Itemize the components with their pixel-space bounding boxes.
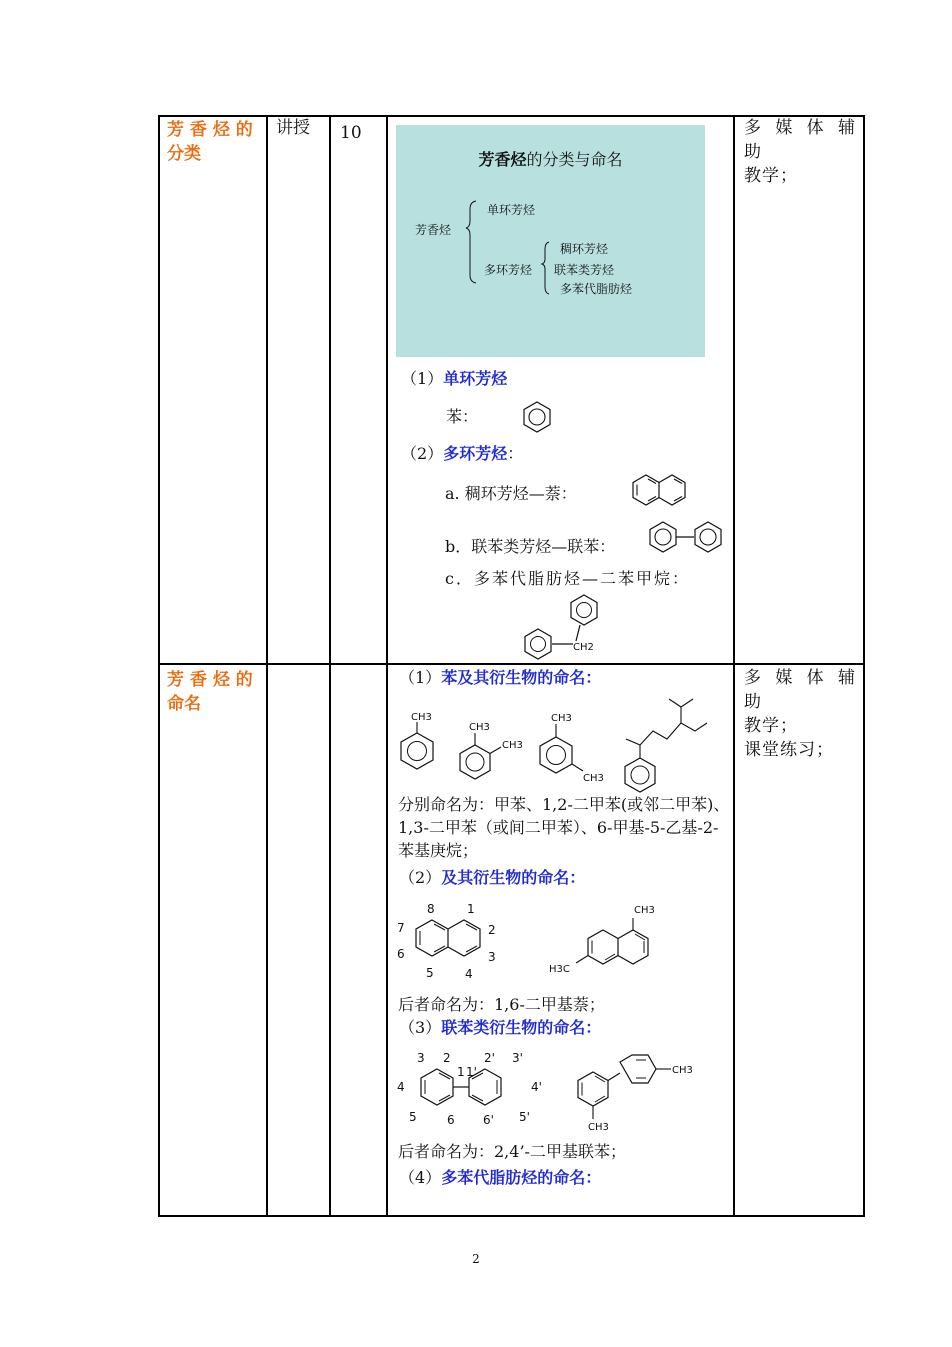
position-number: 5' <box>519 1110 530 1124</box>
h3c-label: H3C <box>549 964 570 975</box>
table-border <box>863 115 865 1217</box>
column-divider <box>329 115 331 1217</box>
position-number: 1 <box>467 902 475 916</box>
benzene-naming-text: 分别命名为：甲苯、1,2-二甲苯(或邻二甲苯)、1,3-二甲苯（或间二甲苯）、6-甲基-5-乙基-2-苯基庚烷； <box>398 795 730 860</box>
ch3-label: CH3 <box>672 1065 693 1076</box>
note-cell <box>744 116 856 188</box>
position-number: 7 <box>397 921 405 935</box>
slide-root: 芳香烃 <box>415 223 452 237</box>
heading-prefix: （1） <box>399 668 442 687</box>
note-line: 多 媒 体 辅 助 <box>744 118 856 162</box>
biphenyl-numbered <box>397 1051 542 1127</box>
ch3-label: CH3 <box>502 740 523 751</box>
topic-line: 芳 香 烃 的 <box>167 120 253 140</box>
heading-text: 多环芳烃 <box>443 444 508 463</box>
toluene-structure <box>401 712 433 769</box>
position-number: 6 <box>397 947 405 961</box>
biphenyl-label: b．联苯类芳烃—联苯： <box>445 537 616 556</box>
heading-text: 苯及其衍生物的命名： <box>441 668 602 687</box>
position-number: 2 <box>488 923 496 937</box>
heading-single-ring <box>401 368 507 390</box>
position-number: 3 <box>417 1051 425 1065</box>
heading-polycyclic <box>401 443 523 465</box>
position-number: 4 <box>465 967 473 981</box>
note-line: 教学； <box>744 716 798 736</box>
position-number: 4' <box>531 1080 542 1094</box>
position-number: 5 <box>426 966 434 980</box>
ch3-label: CH3 <box>634 905 655 916</box>
slide-title-rest: 的分类与命名 <box>526 150 623 169</box>
page-number: 2 <box>472 1252 480 1266</box>
heading-text: 多苯代脂肪烃的命名： <box>441 1168 602 1187</box>
naphthalene-structure <box>630 472 692 510</box>
position-number: 2 <box>443 1051 451 1065</box>
position-number: 3' <box>512 1051 523 1065</box>
naphthalene-numbered <box>397 902 496 981</box>
method-cell: 讲授 <box>276 118 310 138</box>
note-line: 多 媒 体 辅 助 <box>744 668 856 712</box>
slide-title-bold: 芳香烃 <box>478 150 527 169</box>
slide-multi: 多环芳烃 <box>484 263 533 277</box>
topic-classification <box>167 118 257 166</box>
benzene-structure <box>521 400 553 434</box>
ch3-label: CH3 <box>551 713 572 724</box>
naphthalene-label: a. 稠环芳烃—萘： <box>445 484 577 503</box>
position-number: 8 <box>427 902 435 916</box>
topic-line: 分类 <box>167 144 201 164</box>
topic-line: 命名 <box>167 694 201 714</box>
heading-suffix: ： <box>507 444 524 463</box>
heading-naphthalene-derivatives <box>399 867 585 889</box>
m-xylene-structure <box>540 713 604 784</box>
slide-braces <box>396 125 705 357</box>
classification-slide <box>396 125 705 357</box>
heading-prefix: （2） <box>401 444 444 463</box>
heading-benzene-derivatives <box>399 667 601 689</box>
heading-text: 单环芳烃 <box>443 369 508 388</box>
heading-prefix: （2） <box>399 868 442 887</box>
diphenylmethane-label: c．多苯代脂肪烃—二苯甲烷： <box>445 569 690 588</box>
ch3-label: CH3 <box>469 722 490 733</box>
column-divider <box>386 115 388 1217</box>
slide-single: 单环芳烃 <box>487 203 536 217</box>
position-number: 3 <box>488 950 496 964</box>
dimethylnaphthalene-structure <box>549 905 655 975</box>
heading-prefix: （1） <box>401 369 444 388</box>
lesson-table <box>158 115 865 1217</box>
biphenyl-structure <box>646 520 728 556</box>
ch3-label: CH3 <box>588 1122 609 1133</box>
benzene-derivatives-structures <box>395 693 735 793</box>
position-number: 1 <box>457 1065 465 1079</box>
diphenylmethane-structure <box>518 593 618 663</box>
table-border <box>158 1215 865 1217</box>
heading-biphenyl-derivatives <box>399 1017 601 1039</box>
column-divider <box>733 115 735 1217</box>
position-number: 1' <box>466 1065 477 1079</box>
row-divider <box>158 663 865 665</box>
phenylheptane-structure <box>625 699 707 792</box>
slide-sub: 联苯类芳烃 <box>554 263 615 277</box>
biphenyl-naming-text: 后者命名为：2,4’-二甲基联苯； <box>398 1142 626 1161</box>
note-cell <box>744 666 856 762</box>
biphenyl-numbering-structures <box>395 1039 725 1137</box>
minutes-cell: 10 <box>340 123 362 143</box>
slide-sub: 稠环芳烃 <box>560 242 609 256</box>
note-line: 课堂练习； <box>744 740 834 760</box>
benzene-label: 苯： <box>446 407 479 426</box>
table-border <box>158 115 160 1217</box>
naphthalene-numbering-structures <box>395 895 695 995</box>
position-number: 5 <box>409 1110 417 1124</box>
position-number: 6' <box>483 1113 494 1127</box>
topic-naming <box>167 668 257 716</box>
position-number: 2' <box>484 1051 495 1065</box>
column-divider <box>266 115 268 1217</box>
heading-text: 及其衍生物的命名： <box>441 868 586 887</box>
note-line: 教学； <box>744 166 798 186</box>
naphthalene-naming-text: 后者命名为：1,6-二甲基萘； <box>398 995 605 1014</box>
ch3-label: CH3 <box>583 773 604 784</box>
position-number: 4 <box>397 1080 405 1094</box>
heading-prefix: （3） <box>399 1018 442 1037</box>
heading-polyphenyl-alkanes <box>399 1167 601 1189</box>
slide-sub: 多苯代脂肪烃 <box>560 282 633 296</box>
ch2-label: CH2 <box>573 642 594 653</box>
heading-prefix: （4） <box>399 1168 442 1187</box>
heading-text: 联苯类衍生物的命名： <box>441 1018 602 1037</box>
topic-line: 芳 香 烃 的 <box>167 670 253 690</box>
position-number: 6 <box>447 1113 455 1127</box>
ch3-label: CH3 <box>411 712 432 723</box>
o-xylene-structure <box>460 722 523 779</box>
dimethylbiphenyl-structure <box>578 1055 693 1133</box>
